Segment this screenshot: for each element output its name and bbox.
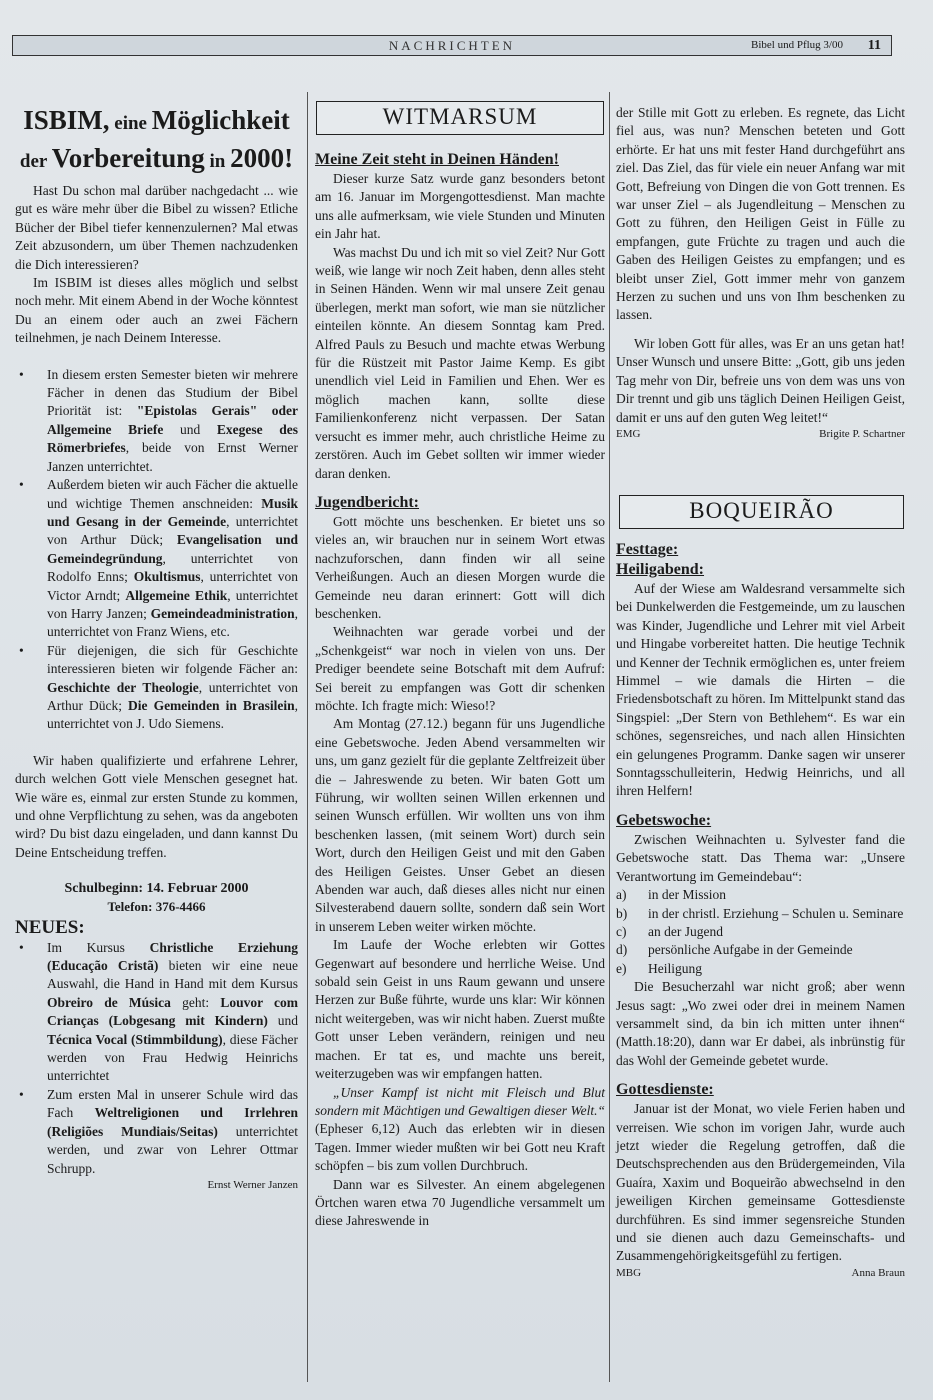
witmarsum-p2: Was machst Du und ich mit so viel Zeit? Nur Gott weiß, wie lange wir noch Zeit haben, denn alles steht in Seinen Händen. Wenn wir mal unsere Zeit genau überlegen, merkt man sofort, wie man sie nützlicher einteilen könnte. An diesem Sonntag kam Pred. Alfred Pauls zu Besuch und machte etwas Werbung für die Rüstzeit mit Pastor Jaime Kemp. Es gibt unendlich viel Leid in Familien und Ehen. Wer es möglich machen kann, sollte diese Familienkonferenz nicht verpassen. Der Satan versucht es immer mehr, auch christliche Heime zu zerstören. Auch im Gebet sollten wir immer wieder daran denken. [315, 244, 605, 481]
witmarsum-p5: Am Montag (27.12.) begann für uns Jugendliche eine Gebetswoche. Jeden Abend versammelten wir uns, um ganz gezielt für die geplante Zeltfreizeit über die – Jahreswende zu beten. Wir baten Gott um Führung, wir wollten seinen Willen erkennen und seinen Wunsch erfüllen. Wir wollten uns von ihm beschenken lassen, (mit seinem Wort) durch sein Wort, durch den Heiligen Geist und mit den Gaben des Heiligen Geistes. Unser Gebet an diesen Abenden war auch, daß dieses alles nicht nur einen Silvesterabend dauern sollte, sondern daß sein Wort in unserem Leben weiter wirken möchte. [315, 716, 605, 934]
sig-right: Brigite P. Schartner [819, 427, 905, 440]
isbim-intro-2: Im ISBIM ist dieses alles möglich und selbst noch mehr. Mit einem Abend in der Woche könntest Du an einem oder auch an zwei Fächern teilnehmen, je nach Deinem Interesse. [15, 275, 298, 346]
list-item: • In diesem ersten Semester bieten wir mehrere Fächer in denen das Studium der Bibel Priorität ist: "Epistolas Gerais" oder Allgemeine Briefe und Exegese des Römerbriefes, beide von Ernst Werner Janzen unterrichtet. [15, 366, 298, 476]
topics-list [616, 886, 905, 978]
sig-left: EMG [616, 427, 641, 440]
witmarsum-p7: „Unser Kampf ist nicht mit Fleisch und Blut sondern mit Mächtigen und Gewaltigen dieser Welt.“ (Epheser 6,12) Auch das erlebten wir in diesen Tagen. Immer wieder mußten wir bei Gott neu Kraft schöpfen – bis zum vollen Durchbruch. [315, 1084, 605, 1174]
news-list [15, 939, 298, 1178]
isbim-closing: Wir haben qualifizierte und erfahrene Lehrer, durch welchen Gott viele Menschen gesegnet hat. Wie wäre es, einmal zur ersten Stunde zu kommen, und ohne Verpflichtung zu sehen, was da angeboten wird? Du bist dazu eingeladen, und dann kannst Du Deine Entscheidung treffen. [15, 752, 298, 860]
besucher-text: Die Besucherzahl war nicht groß; aber wenn Jesus sagt: „Wo zwei oder drei in meinem Namen versammelt sind, da bin ich mitten unter ihnen“ (Matth.18:20), dann war Er dabei, als inbrünstig für das Wohl der Gemeinde gebetet wurde. [616, 979, 905, 1068]
boqueirao-title: BOQUEIRÃO [619, 495, 904, 529]
phone-number: Telefon: 376-4466 [107, 898, 206, 914]
isbim-author: Ernst Werner Janzen [207, 1178, 298, 1191]
witmarsum-subheading-2: Jugendbericht: [315, 493, 419, 511]
signature-line-2 [616, 1266, 905, 1280]
list-item: d) persönliche Aufgabe in der Gemeinde [616, 942, 853, 958]
witmarsum-praise: Wir loben Gott für alles, was Er an uns getan hat! Unser Wunsch und unsere Bitte: „Gott, gib uns jeden Tag mehr von Dir, befreie uns von dem was uns von Dir trennt und gib uns täglich Deinen Heiligen Geist, damit er uns auf den guten Weg leitet!“ [616, 335, 905, 425]
heiligabend-heading: Heiligabend: [616, 561, 705, 578]
school-start: Schulbeginn: 14. Februar 2000 [64, 881, 249, 897]
isbim-article [15, 182, 298, 1192]
sig-left: MBG [616, 1266, 642, 1279]
column-rule-1 [307, 92, 308, 1382]
sig-right: Anna Braun [851, 1266, 905, 1279]
witmarsum-p6: Im Laufe der Woche erlebten wir Gottes Gegenwart auf besondere und herrliche Weise. Und sobald sein Geist in uns Raum gewann und unsere Herzen zur Buße führte, wurde uns klar: Wir können nicht weitergeben, was wir nicht haben. Zuerst mußte Gott unser Leben verändern, reinigen und neu machen. Er tat es, und machte uns bereit, weiterzugeben was wir empfangen hatten. [315, 937, 605, 1082]
gottesdienste-text: Januar ist der Monat, wo viele Ferien haben und verreisen. Wie schon im vorigen Jahr, wurde auch jetzt wieder die Regelung getroffen, daß die Deutschsprechenden aus den Brüdergemeinden, Vila Guaíra, Xaxim und Boqueirão abwechselnd in den jeweiligen Kirchen gemeinsame Gottesdienste durchführen. Es sind immer segensreiche Stunden und sie dienen auch dazu Gemeinschafts- und Zusammengehörigkeitsgefühl zu fertigen. [616, 1101, 905, 1264]
witmarsum-p4: Weihnachten war gerade vorbei und der „Schenkgeist“ war noch in vielen von uns. Der Prediger beendete seine Botschaft mit dem Aufruf: Sei bereit zu empfangen was Gott dir schenken möchte. Ich fragte mich: Wieso!? [315, 624, 605, 713]
column-rule-2 [609, 92, 610, 1382]
isbim-intro-1: Hast Du schon mal darüber nachgedacht ... wie gut es wäre mehr über die Bibel zu wissen? Etliche Bücher der Bibel tiefer kennenzulernen? Mal etwas Zeit abzusondern, um über Themen nachzudenken die Dich interessieren? [15, 183, 298, 272]
column-3 [616, 104, 905, 441]
witmarsum-p8: Dann war es Silvester. An einem abgelegenen Örtchen waren etwa 70 Jugendliche versammelt um diese Jahreswende in [315, 1176, 605, 1229]
witmarsum-continuation: der Stille mit Gott zu erleben. Es regnete, das Licht fiel aus, was nun? Menschen beteten und Gott erhörte. Er hat uns mit fester Hand durchgeführt ans ziel. Das Ziel, das für viele ein neuer Anfang war mit Gott, Befreiung von Dingen die von Gott trennen. Es war unser Ziel – als Jugendleitung – Menschen zu Gott zu führen, den Heiligen Geist in Fülle zu empfangen, gute Früchte zu tragen und auch die Gaben des Heiligen Geistes zu empfangen; und es bleibt unser Ziel, Gott immer mehr von ganzem Herzen zu suchen und uns von Ihm beschenken zu lassen. [616, 105, 905, 323]
list-item: e) Heiligung [616, 960, 702, 976]
magazine-issue: Bibel und Pflug 3/00 [751, 39, 843, 51]
page-header [12, 35, 892, 56]
list-item: • Außerdem bieten wir auch Fächer die aktuelle und wichtige Themen anschneiden: Musik und Gesang in der Gemeinde, unterrichtet von Arthur Dück; Evangelisation und Gemeindegründung, unterrichtet von Rodolfo Enns; Okultismus, unterrichtet von Victor Arndt; Allgemeine Ethik, unterrichtet von Harry Janzen; Gemeindeadministration, unterrichtet von Franz Wiens, etc. [15, 476, 298, 642]
news-heading: NEUES: [15, 916, 85, 938]
witmarsum-p1: Dieser kurze Satz wurde ganz besonders betont am 16. Januar im Morgengottesdienst. Man machte uns alle aufmerksam, wie viele Stunden und Minuten ein Jahr hat. [315, 171, 605, 242]
gottesdienste-heading: Gottesdienste: [616, 1081, 714, 1099]
list-item: c) an der Jugend [616, 923, 723, 939]
witmarsum-title: WITMARSUM [316, 101, 604, 135]
list-item: • Zum ersten Mal in unserer Schule wird das Fach Weltreligionen und Irrlehren (Religiões Mundiais/Seitas) unterrichtet werden, und zwar von Lehrer Ottmar Schrupp. [15, 1086, 298, 1178]
list-item: b) in der christl. Erziehung – Schulen u. Seminare [616, 905, 904, 921]
list-item: • Im Kursus Christliche Erziehung (Educação Cristã) bieten wir eine neue Auswahl, die Hand in Hand mit dem Kursus Obreiro de Música geht: Louvor com Crianças (Lobgesang mit Kindern) und Técnica Vocal (Stimmbildung), diese Fächer werden von Frau Hedwig Heinrichs unterrichtet [15, 939, 298, 1086]
page-number: 11 [867, 38, 881, 53]
list-item: a) in der Mission [616, 887, 727, 903]
signature-line-1 [616, 427, 905, 441]
festtage-heading: Festtage: [616, 541, 679, 558]
gebetswoche-text: Zwischen Weihnachten u. Sylvester fand die Gebetswoche statt. Das Thema war: „Unsere Verantwortung im Gemeindebau“: [616, 831, 905, 884]
witmarsum-p3: Gott möchte uns beschenken. Er bietet uns so vieles an, wir brauchen nur in seinem Wort etwas nachzuforschen, dann finden wir all seine Verheißungen. Auch an diesen Morgen wurde die Gemeinde neu daran erinnert: Gott will dich beschenken. [315, 513, 605, 621]
list-item: • Für diejenigen, die sich für Geschichte interessieren bieten wir folgende Fächer an: Geschichte der Theologie, unterrichtet von Arthur Dück; Die Gemeinden in Brasilein, unterrichtet von J. Udo Siemens. [15, 642, 298, 734]
witmarsum-subheading-1: Meine Zeit steht in Deinen Händen! [315, 151, 559, 168]
section-title: NACHRICHTEN [388, 38, 516, 53]
boqueirao-article [616, 540, 905, 1280]
witmarsum-article [315, 150, 605, 1231]
heiligabend-text: Auf der Wiese am Waldesrand versammelte sich bei Dunkelwerden die Festgemeinde, um zu lauschen was Kinder, Jugendliche und Lehrer mit viel Arbeit und Hingabe vorbereitet hatten. Die heutige Technik und Kenner der Technik ermöglichen es, unter freiem Himmel – wie damals die Hirten – die Friedensbotschaft zu hören. Im Mittelpunkt stand das Singspiel: „Der Stern von Bethlehem“. Es war ein schönes, segensreiches, und nach allen Hinsichten ein gelungenes Programm. Danke sagen wir unserer Sonntagsschulleiterin, Hedwig Heinrichs, und all ihren Helfern! [616, 581, 905, 799]
gebetswoche-heading: Gebetswoche: [616, 811, 712, 829]
isbim-headline: ISBIM, eine Möglichkeit der Vorbereitung in 2000! [19, 105, 294, 173]
isbim-course-list [15, 366, 298, 734]
